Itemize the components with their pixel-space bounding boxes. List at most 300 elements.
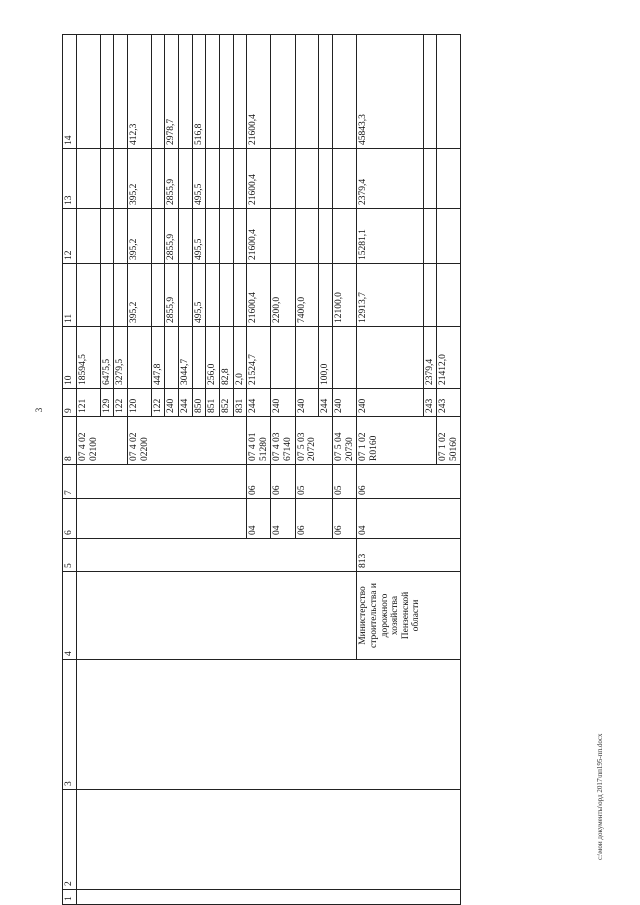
cell-col-10: 256,0 xyxy=(206,327,220,389)
col-header: 1 xyxy=(63,890,77,905)
cell-col-5 xyxy=(247,539,271,572)
cell-col-5 xyxy=(437,539,461,572)
cell-col-7: 05 xyxy=(333,465,357,499)
cell-col-3 xyxy=(151,660,165,790)
cell-col-11: 2855,9 xyxy=(165,264,179,327)
cell-col-2 xyxy=(77,790,101,890)
col-header: 6 xyxy=(63,499,77,539)
cell-col-2 xyxy=(206,790,220,890)
cell-col-11: 2200,0 xyxy=(271,264,295,327)
cell-col-12 xyxy=(206,209,220,264)
cell-col-6 xyxy=(179,499,193,539)
cell-col-12: 2855,9 xyxy=(165,209,179,264)
cell-col-11: 395,2 xyxy=(128,264,152,327)
cell-col-11 xyxy=(233,264,247,327)
cell-col-12: 15281,1 xyxy=(357,209,423,264)
col-header: 3 xyxy=(63,660,77,790)
cell-col-9: 120 xyxy=(128,389,152,417)
table-row xyxy=(114,35,128,905)
cell-col-13 xyxy=(423,149,437,209)
cell-col-5 xyxy=(192,539,206,572)
cell-col-2 xyxy=(128,790,152,890)
cell-col-4 xyxy=(247,572,271,660)
cell-col-13 xyxy=(114,149,128,209)
cell-col-12: 395,2 xyxy=(128,209,152,264)
cell-col-3 xyxy=(128,660,152,790)
cell-col-7 xyxy=(319,465,333,499)
cell-col-3 xyxy=(357,660,423,790)
cell-col-4 xyxy=(179,572,193,660)
cell-col-14 xyxy=(333,35,357,149)
cell-col-1 xyxy=(128,890,152,905)
cell-col-10 xyxy=(192,327,206,389)
table-row xyxy=(165,35,179,905)
cell-col-3 xyxy=(114,660,128,790)
column-number-row xyxy=(63,35,77,905)
cell-col-4 xyxy=(219,572,233,660)
cell-col-7 xyxy=(165,465,179,499)
cell-col-9: 122 xyxy=(114,389,128,417)
cell-col-9: 129 xyxy=(100,389,114,417)
table-row xyxy=(437,35,461,905)
cell-col-9: 240 xyxy=(357,389,423,417)
cell-col-12 xyxy=(77,209,101,264)
cell-col-7 xyxy=(128,465,152,499)
col-header: 13 xyxy=(63,149,77,209)
cell-col-6 xyxy=(423,499,437,539)
cell-col-8: 07 4 03 67140 xyxy=(271,417,295,465)
cell-col-12 xyxy=(437,209,461,264)
cell-col-1 xyxy=(233,890,247,905)
cell-col-11 xyxy=(206,264,220,327)
cell-col-8: 07 5 04 20730 xyxy=(333,417,357,465)
cell-col-7: 06 xyxy=(271,465,295,499)
cell-col-1 xyxy=(333,890,357,905)
cell-col-8 xyxy=(179,417,193,465)
cell-col-5 xyxy=(151,539,165,572)
cell-col-12 xyxy=(319,209,333,264)
cell-col-10 xyxy=(128,327,152,389)
cell-col-6 xyxy=(219,499,233,539)
cell-col-2 xyxy=(319,790,333,890)
cell-col-6: 06 xyxy=(333,499,357,539)
cell-col-4 xyxy=(128,572,152,660)
cell-col-12 xyxy=(114,209,128,264)
cell-col-11 xyxy=(179,264,193,327)
cell-col-7 xyxy=(114,465,128,499)
cell-col-5 xyxy=(319,539,333,572)
cell-col-13: 2855,9 xyxy=(165,149,179,209)
cell-col-1 xyxy=(151,890,165,905)
cell-col-4 xyxy=(165,572,179,660)
cell-col-9: 121 xyxy=(77,389,101,417)
cell-col-11 xyxy=(423,264,437,327)
cell-col-13 xyxy=(319,149,333,209)
cell-col-5 xyxy=(206,539,220,572)
col-header: 14 xyxy=(63,35,77,149)
cell-col-12 xyxy=(100,209,114,264)
cell-col-6 xyxy=(233,499,247,539)
cell-col-3 xyxy=(192,660,206,790)
cell-col-7 xyxy=(192,465,206,499)
cell-col-14 xyxy=(295,35,319,149)
cell-col-11 xyxy=(319,264,333,327)
col-header: 7 xyxy=(63,465,77,499)
cell-col-9: 244 xyxy=(247,389,271,417)
cell-col-2 xyxy=(179,790,193,890)
cell-col-6 xyxy=(206,499,220,539)
cell-col-5: 813 xyxy=(357,539,423,572)
cell-col-1 xyxy=(206,890,220,905)
cell-col-10 xyxy=(295,327,319,389)
cell-col-3 xyxy=(77,660,101,790)
cell-col-10: 6475,5 xyxy=(100,327,114,389)
cell-col-3 xyxy=(179,660,193,790)
cell-col-13 xyxy=(333,149,357,209)
cell-col-8 xyxy=(423,417,437,465)
cell-col-7 xyxy=(423,465,437,499)
cell-col-14 xyxy=(206,35,220,149)
cell-col-13 xyxy=(271,149,295,209)
cell-col-9: 244 xyxy=(319,389,333,417)
cell-col-7 xyxy=(151,465,165,499)
cell-col-11: 495,5 xyxy=(192,264,206,327)
col-header: 4 xyxy=(63,572,77,660)
cell-col-7 xyxy=(437,465,461,499)
col-header: 10 xyxy=(63,327,77,389)
cell-col-14 xyxy=(423,35,437,149)
cell-col-3 xyxy=(437,660,461,790)
cell-col-10: 100,0 xyxy=(319,327,333,389)
cell-col-10 xyxy=(271,327,295,389)
cell-col-9: 240 xyxy=(295,389,319,417)
cell-col-2 xyxy=(437,790,461,890)
cell-col-8 xyxy=(151,417,165,465)
cell-col-3 xyxy=(206,660,220,790)
cell-col-4: Министерство строительства и дорожного хозяйства Пензенской области xyxy=(357,572,423,660)
cell-col-12 xyxy=(271,209,295,264)
cell-col-14 xyxy=(151,35,165,149)
cell-col-7 xyxy=(206,465,220,499)
table-row xyxy=(247,35,271,905)
cell-col-5 xyxy=(233,539,247,572)
cell-col-12 xyxy=(233,209,247,264)
budget-table-rotated xyxy=(62,35,577,905)
cell-col-2 xyxy=(114,790,128,890)
cell-col-11: 7400,0 xyxy=(295,264,319,327)
table-body xyxy=(77,35,461,905)
cell-col-9: 243 xyxy=(423,389,437,417)
budget-table xyxy=(62,34,461,905)
cell-col-14: 2978,7 xyxy=(165,35,179,149)
cell-col-6 xyxy=(128,499,152,539)
cell-col-3 xyxy=(295,660,319,790)
cell-col-7: 06 xyxy=(247,465,271,499)
cell-col-10: 18594,5 xyxy=(77,327,101,389)
cell-col-4 xyxy=(151,572,165,660)
cell-col-3 xyxy=(271,660,295,790)
cell-col-9: 240 xyxy=(333,389,357,417)
table-row xyxy=(128,35,152,905)
cell-col-2 xyxy=(247,790,271,890)
cell-col-1 xyxy=(219,890,233,905)
cell-col-6: 04 xyxy=(247,499,271,539)
cell-col-13 xyxy=(206,149,220,209)
table-row xyxy=(319,35,333,905)
cell-col-9: 240 xyxy=(271,389,295,417)
table-row xyxy=(219,35,233,905)
cell-col-8: 07 4 02 02100 xyxy=(77,417,101,465)
cell-col-11 xyxy=(114,264,128,327)
col-header: 11 xyxy=(63,264,77,327)
cell-col-4 xyxy=(206,572,220,660)
cell-col-5 xyxy=(77,539,101,572)
table-row xyxy=(233,35,247,905)
table-row xyxy=(77,35,101,905)
cell-col-8 xyxy=(219,417,233,465)
cell-col-12 xyxy=(333,209,357,264)
cell-col-9: 122 xyxy=(151,389,165,417)
cell-col-7 xyxy=(100,465,114,499)
cell-col-6 xyxy=(192,499,206,539)
cell-col-13 xyxy=(100,149,114,209)
cell-col-14 xyxy=(437,35,461,149)
table-row xyxy=(206,35,220,905)
cell-col-7 xyxy=(233,465,247,499)
cell-col-1 xyxy=(165,890,179,905)
cell-col-7 xyxy=(219,465,233,499)
cell-col-8: 07 1 02 50160 xyxy=(437,417,461,465)
cell-col-3 xyxy=(233,660,247,790)
cell-col-13 xyxy=(437,149,461,209)
table-row xyxy=(151,35,165,905)
cell-col-13 xyxy=(179,149,193,209)
col-header: 2 xyxy=(63,790,77,890)
col-header: 5 xyxy=(63,539,77,572)
col-header: 9 xyxy=(63,389,77,417)
cell-col-6: 04 xyxy=(271,499,295,539)
cell-col-13: 2379,4 xyxy=(357,149,423,209)
cell-col-3 xyxy=(333,660,357,790)
cell-col-14: 516,8 xyxy=(192,35,206,149)
cell-col-4 xyxy=(192,572,206,660)
cell-col-11: 12913,7 xyxy=(357,264,423,327)
table-row xyxy=(295,35,319,905)
cell-col-10: 82,8 xyxy=(219,327,233,389)
cell-col-10: 3044,7 xyxy=(179,327,193,389)
cell-col-10 xyxy=(357,327,423,389)
cell-col-11 xyxy=(437,264,461,327)
cell-col-12 xyxy=(151,209,165,264)
cell-col-3 xyxy=(247,660,271,790)
cell-col-2 xyxy=(151,790,165,890)
cell-col-1 xyxy=(357,890,423,905)
cell-col-3 xyxy=(423,660,437,790)
cell-col-4 xyxy=(333,572,357,660)
cell-col-14 xyxy=(319,35,333,149)
cell-col-2 xyxy=(423,790,437,890)
cell-col-14 xyxy=(179,35,193,149)
cell-col-12 xyxy=(219,209,233,264)
cell-col-2 xyxy=(271,790,295,890)
cell-col-11: 21600,4 xyxy=(247,264,271,327)
cell-col-4 xyxy=(233,572,247,660)
cell-col-10: 3279,5 xyxy=(114,327,128,389)
cell-col-4 xyxy=(437,572,461,660)
cell-col-3 xyxy=(219,660,233,790)
cell-col-6 xyxy=(114,499,128,539)
cell-col-1 xyxy=(437,890,461,905)
cell-col-10: 2,0 xyxy=(233,327,247,389)
cell-col-11 xyxy=(151,264,165,327)
cell-col-10: 2379,4 xyxy=(423,327,437,389)
cell-col-5 xyxy=(128,539,152,572)
cell-col-11: 12100,0 xyxy=(333,264,357,327)
cell-col-10 xyxy=(333,327,357,389)
cell-col-9: 850 xyxy=(192,389,206,417)
cell-col-9: 852 xyxy=(219,389,233,417)
cell-col-4 xyxy=(319,572,333,660)
cell-col-6 xyxy=(437,499,461,539)
cell-col-9: 240 xyxy=(165,389,179,417)
table-row xyxy=(100,35,114,905)
cell-col-13 xyxy=(233,149,247,209)
col-header: 8 xyxy=(63,417,77,465)
cell-col-14 xyxy=(77,35,101,149)
cell-col-4 xyxy=(295,572,319,660)
cell-col-5 xyxy=(271,539,295,572)
cell-col-4 xyxy=(271,572,295,660)
cell-col-8 xyxy=(319,417,333,465)
cell-col-13 xyxy=(295,149,319,209)
page-number: 3 xyxy=(34,407,44,413)
cell-col-9: 831 xyxy=(233,389,247,417)
cell-col-1 xyxy=(192,890,206,905)
cell-col-1 xyxy=(247,890,271,905)
cell-col-2 xyxy=(219,790,233,890)
table-row xyxy=(357,35,423,905)
cell-col-5 xyxy=(423,539,437,572)
table-row xyxy=(271,35,295,905)
cell-col-5 xyxy=(295,539,319,572)
cell-col-2 xyxy=(100,790,114,890)
cell-col-3 xyxy=(319,660,333,790)
cell-col-6: 06 xyxy=(295,499,319,539)
cell-col-1 xyxy=(77,890,101,905)
cell-col-13: 395,2 xyxy=(128,149,152,209)
cell-col-1 xyxy=(295,890,319,905)
cell-col-6 xyxy=(151,499,165,539)
cell-col-5 xyxy=(333,539,357,572)
cell-col-1 xyxy=(423,890,437,905)
cell-col-10: 447,8 xyxy=(151,327,165,389)
cell-col-6 xyxy=(100,499,114,539)
cell-col-11 xyxy=(100,264,114,327)
cell-col-8: 07 5 03 20720 xyxy=(295,417,319,465)
cell-col-14 xyxy=(219,35,233,149)
cell-col-5 xyxy=(165,539,179,572)
col-header: 12 xyxy=(63,209,77,264)
cell-col-12: 21600,4 xyxy=(247,209,271,264)
cell-col-10 xyxy=(165,327,179,389)
cell-col-8 xyxy=(114,417,128,465)
cell-col-9: 851 xyxy=(206,389,220,417)
cell-col-14 xyxy=(233,35,247,149)
cell-col-8: 07 4 01 51280 xyxy=(247,417,271,465)
cell-col-14: 412,3 xyxy=(128,35,152,149)
table-row xyxy=(333,35,357,905)
file-path: c:\мои документы\орд 2017\пп195-пп.docx xyxy=(596,733,604,860)
cell-col-8 xyxy=(165,417,179,465)
cell-col-11 xyxy=(219,264,233,327)
cell-col-13 xyxy=(77,149,101,209)
cell-col-2 xyxy=(333,790,357,890)
cell-col-7 xyxy=(77,465,101,499)
cell-col-2 xyxy=(295,790,319,890)
cell-col-12 xyxy=(295,209,319,264)
table-row xyxy=(423,35,437,905)
cell-col-2 xyxy=(165,790,179,890)
cell-col-7: 05 xyxy=(295,465,319,499)
cell-col-8 xyxy=(206,417,220,465)
cell-col-1 xyxy=(179,890,193,905)
cell-col-9: 244 xyxy=(179,389,193,417)
cell-col-8 xyxy=(233,417,247,465)
cell-col-8: 07 1 02 R0160 xyxy=(357,417,423,465)
cell-col-12: 495,5 xyxy=(192,209,206,264)
cell-col-4 xyxy=(77,572,101,660)
cell-col-5 xyxy=(179,539,193,572)
cell-col-14 xyxy=(114,35,128,149)
cell-col-6: 04 xyxy=(357,499,423,539)
cell-col-8: 07 4 02 02200 xyxy=(128,417,152,465)
cell-col-13: 495,5 xyxy=(192,149,206,209)
cell-col-5 xyxy=(219,539,233,572)
cell-col-5 xyxy=(114,539,128,572)
cell-col-3 xyxy=(165,660,179,790)
cell-col-5 xyxy=(100,539,114,572)
cell-col-1 xyxy=(271,890,295,905)
cell-col-14: 45843,3 xyxy=(357,35,423,149)
cell-col-6 xyxy=(165,499,179,539)
cell-col-10: 21412,0 xyxy=(437,327,461,389)
cell-col-2 xyxy=(357,790,423,890)
cell-col-7: 06 xyxy=(357,465,423,499)
cell-col-13: 21600,4 xyxy=(247,149,271,209)
cell-col-1 xyxy=(100,890,114,905)
cell-col-1 xyxy=(319,890,333,905)
cell-col-2 xyxy=(233,790,247,890)
cell-col-4 xyxy=(114,572,128,660)
cell-col-4 xyxy=(423,572,437,660)
cell-col-2 xyxy=(192,790,206,890)
cell-col-6 xyxy=(77,499,101,539)
table-row xyxy=(192,35,206,905)
cell-col-1 xyxy=(114,890,128,905)
cell-col-8 xyxy=(100,417,114,465)
cell-col-11 xyxy=(77,264,101,327)
cell-col-3 xyxy=(100,660,114,790)
table-row xyxy=(179,35,193,905)
cell-col-9: 243 xyxy=(437,389,461,417)
cell-col-13 xyxy=(219,149,233,209)
cell-col-14 xyxy=(271,35,295,149)
cell-col-7 xyxy=(179,465,193,499)
cell-col-4 xyxy=(100,572,114,660)
cell-col-14 xyxy=(100,35,114,149)
cell-col-8 xyxy=(192,417,206,465)
cell-col-12 xyxy=(179,209,193,264)
